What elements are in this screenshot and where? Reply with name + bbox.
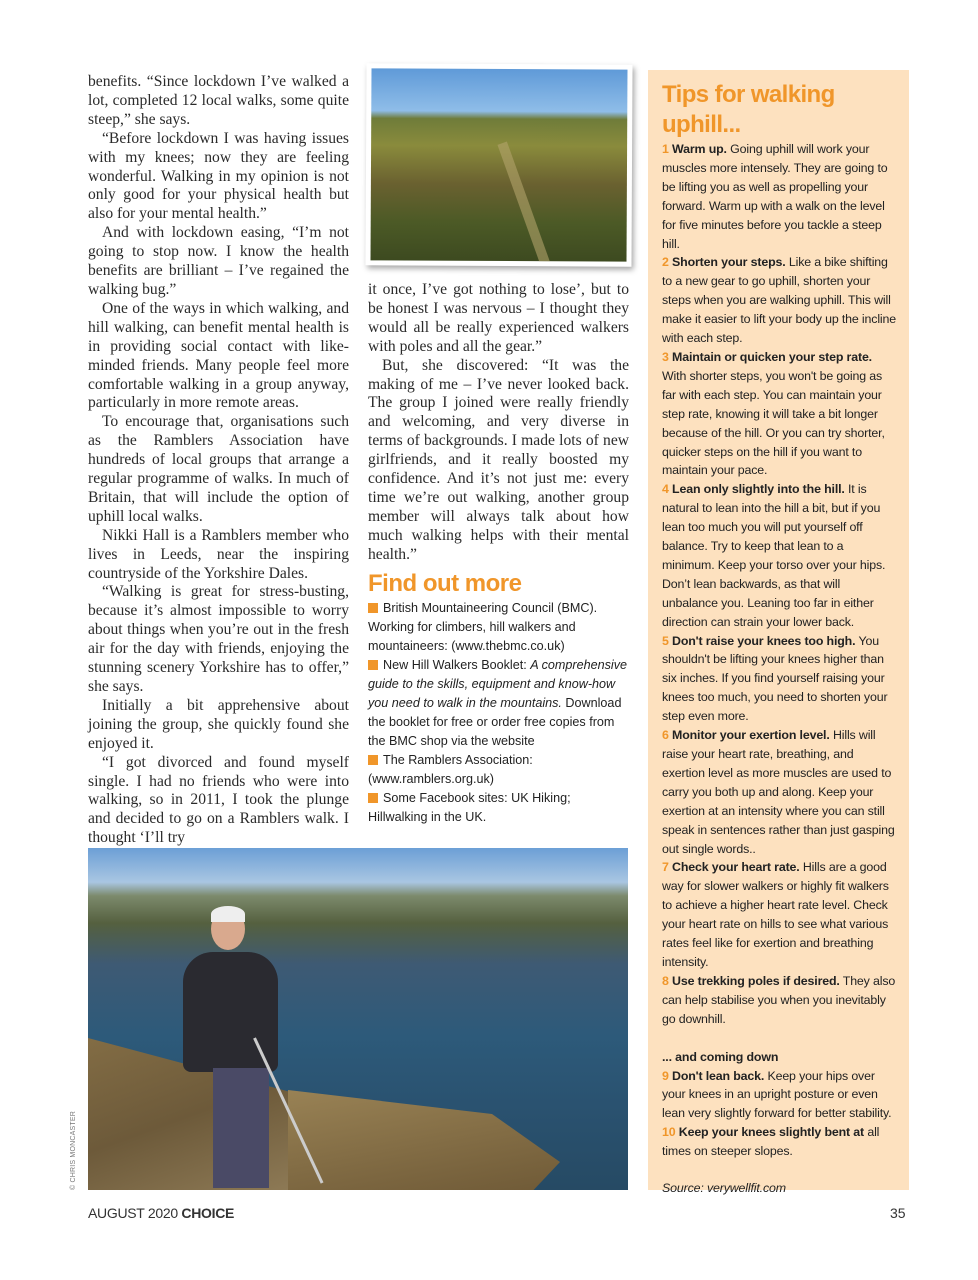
issue-date: AUGUST 2020: [88, 1205, 182, 1221]
tip-number: 4: [662, 482, 669, 497]
resource-text: The Ramblers Association: (www.ramblers.org.uk): [368, 753, 533, 786]
resource-text: Some Facebook sites: UK Hiking; Hillwalking in the UK.: [368, 791, 571, 824]
tip-heading: Don't lean back.: [672, 1068, 765, 1083]
tip-heading: Monitor your exertion level.: [672, 728, 830, 743]
orange-square-bullet-icon: [368, 603, 378, 613]
tip-item: [662, 253, 899, 348]
tips-source: Source: verywellfit.com: [662, 1181, 786, 1196]
tip-number: 3: [662, 349, 669, 364]
tip-body: all times on steeper slopes.: [662, 1125, 880, 1159]
find-out-more-title: Find out more: [368, 570, 522, 597]
tip-body: Keep your hips over your knees in an upright posture or even lean very slightly forward for better stability.: [662, 1068, 892, 1121]
orange-square-bullet-icon: [368, 793, 378, 803]
article-paragraph: it once, I’ve got nothing to lose’, but to be honest I was nervous – I thought they would all be really experienced walkers with poles and all the gear.”: [368, 281, 629, 355]
tip-item: [662, 1123, 899, 1161]
resource-item: [368, 656, 630, 751]
tip-item: [662, 480, 899, 631]
article-paragraph: benefits. “Since lockdown I’ve walked a lot, completed 12 local walks, some quite steep,” she says.: [88, 73, 349, 128]
article-paragraph: One of the ways in which walking, and hill walking, can benefit mental health is in providing social contact with like-minded friends. Many people feel more comfortable walking in a group anyway, particularly in more remote areas.: [88, 299, 349, 412]
tip-number: 1: [662, 142, 669, 156]
tip-body: You shouldn't be lifting your knees higher than six inches. If you find yourself raising your knees too much, you need to shorten your step even more.: [662, 633, 888, 724]
magazine-name: CHOICE: [181, 1205, 235, 1221]
tip-heading: Keep your knees slightly bent at: [678, 1125, 865, 1140]
tip-heading: Use trekking poles if desired.: [672, 973, 840, 988]
hillside-path-photo: [365, 63, 632, 266]
tip-number: 5: [662, 633, 669, 648]
tip-heading: Shorten your steps.: [672, 255, 786, 270]
resource-item: [368, 599, 630, 656]
article-column-2: [368, 281, 629, 565]
walker-by-loch-photo: [88, 848, 628, 1190]
article-paragraph: But, she discovered: “It was the making of me – I’ve never looked back. The group I joined were really friendly and welcoming, and very diverse in terms of backgrounds. I made lots of new girlfriends, and it really boosted my confidence. And it’s not just me: every time we’re out walking, another group member will always talk about how much walking helps with their mental health.”: [368, 356, 629, 563]
tip-body: Hills will raise your heart rate, breathing, and exertion level as more muscles are used to carry you both up and along. Keep your exertion at an intensity where you can still speak in sentences rather than just gasping out single words..: [662, 728, 895, 856]
article-paragraph: Nikki Hall is a Ramblers member who lives in Leeds, near the inspiring countryside of the Yorkshire Dales.: [88, 526, 349, 582]
resource-item: [368, 789, 630, 827]
tips-sidebar: [648, 70, 909, 1196]
tip-number: 2: [662, 255, 669, 270]
article-paragraph: “Before lockdown I was having issues with my knees; now they are feeling wonderful. Walking in my opinion is not only good for your physical health but also for your mental health.”: [88, 129, 349, 223]
tip-item: [662, 972, 899, 1029]
tip-item: [662, 348, 899, 480]
orange-square-bullet-icon: [368, 755, 378, 765]
resource-text: British Mountaineering Council (BMC). Working for climbers, hill walkers and mountaineers: (www.thebmc.co.uk): [368, 601, 598, 653]
walker-figure: [183, 908, 293, 1190]
tip-number: 7: [662, 860, 669, 875]
tip-body: Going uphill will work your muscles more intensely. They are going to be lifting you as well as propelling your forward. Warm up with a walk on the level for five minutes before you tackle a steep hill.: [662, 142, 888, 251]
article-paragraph: “Walking is great for stress-busting, because it’s almost impossible to worry about things when you’re out in the fresh air for the day with friends, enjoying the stunning scenery Yorkshire has to offer,” she says.: [88, 583, 349, 695]
orange-square-bullet-icon: [368, 660, 378, 670]
resource-description: A comprehensive guide to the skills, equipment and know-how you need to walk in the mountains.: [368, 658, 628, 710]
tip-number: 6: [662, 728, 669, 743]
tip-body: With shorter steps, you won't be going as far with each step. You can maintain your step rate, knowing it will take a bit longer because of the hill. Or you can try shorter, quicker steps on the hill if you want to maintain your pace.: [662, 368, 885, 478]
tip-number: 10: [662, 1125, 676, 1140]
tip-item: [662, 1067, 899, 1124]
footer-issue: [88, 1205, 234, 1221]
tip-body: Like a bike shifting to a new gear to go uphill, shorten your steps when you are walking uphill. This will make it easier to lift your body up the incline with each step.: [662, 255, 897, 346]
tip-heading: Warm up.: [672, 142, 727, 156]
tip-item: [662, 726, 899, 858]
tip-item: [662, 140, 899, 253]
tip-item: [662, 632, 899, 727]
tip-body: Hills are a good way for slower walkers or highly fit walkers to achieve a higher heart rate level. Check your heart rate on hills to see what various rates feel like for exertion and breathing intensity.: [662, 860, 889, 969]
tip-body: It is natural to lean into the hill a bit, but if you lean too much you will put yourself off balance. Try to keep that lean to a minimum. Keep your torso over your hips. Don’t lean backwards, as that will unbalance you. Leaning too far in either direction can strain your lower back.: [662, 482, 886, 629]
resource-text: New Hill Walkers Booklet:: [383, 658, 531, 672]
tip-number: 8: [662, 973, 669, 988]
find-out-more-box: [368, 570, 630, 827]
article-paragraph: And with lockdown easing, “I’m not going to stop now. I know the health benefits are brilliant – I’ve regained the walking bug.”: [88, 224, 349, 298]
tip-body: They also can help stabilise you when you inevitably go downhill.: [662, 973, 896, 1026]
article-paragraph: “I got divorced and found myself single. I had no friends who were into walking, so in 2011, I took the plunge and decided to go on a Ramblers walk. I thought ‘I’ll try: [88, 753, 349, 847]
tips-subheading: ... and coming down: [662, 1049, 779, 1064]
photo-credit: © CHRIS MONCASTER: [70, 1111, 77, 1190]
tip-heading: Check your heart rate.: [672, 860, 800, 875]
tip-number: 9: [662, 1068, 669, 1083]
tip-heading: Don't raise your knees too high.: [672, 633, 856, 648]
article-column-1: [88, 73, 349, 848]
tips-title: Tips for walking uphill...: [662, 81, 835, 138]
tip-heading: Lean only slightly into the hill.: [672, 482, 845, 497]
resource-text-more: Download the booklet for free or order free copies from the BMC shop via the website: [368, 696, 622, 748]
tip-item: [662, 858, 899, 971]
page-number: 35: [890, 1205, 906, 1221]
resource-item: [368, 751, 630, 789]
article-paragraph: To encourage that, organisations such as the Ramblers Association have hundreds of local groups that arrange a regular programme of walks. In much of Britain, that will include the option of uphill local walks.: [88, 413, 349, 525]
article-paragraph: Initially a bit apprehensive about joining the group, she quickly found she enjoyed it.: [88, 696, 349, 752]
tip-heading: Maintain or quicken your step rate.: [672, 349, 872, 364]
